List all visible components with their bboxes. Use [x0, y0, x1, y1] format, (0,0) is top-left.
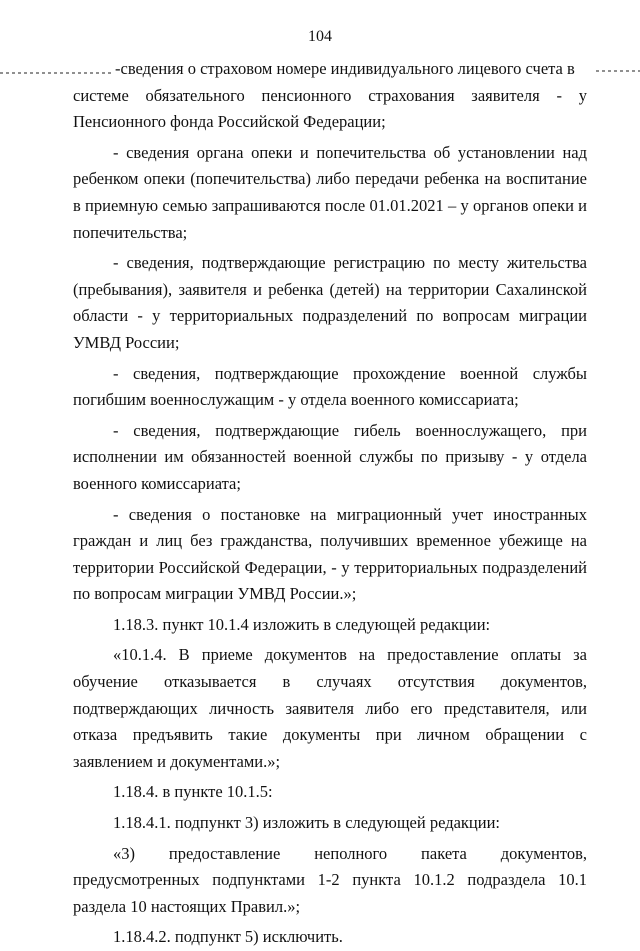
paragraph-military-service: - сведения, подтверждающие прохождение военной службы погибшим военнослужащим - у отдела военного комиссариата; [73, 363, 587, 410]
paragraph-snils: -сведения о страховом номере индивидуального лицевого счета в [115, 59, 575, 78]
paragraph-guardianship: - сведения органа опеки и попечительства об установлении над ребенком опеки (попечительства) либо передачи ребенка на воспитание в приемную семью запрашиваются после 01.01.2021 – у органов опеки и попечительства; [73, 142, 587, 242]
paragraph-migration: - сведения о постановке на миграционный учет иностранных граждан и лиц без гражданства, получивших временное убежище на территории Российской Федерации, - у территориальных подразделений по вопросам миграции УМВД России.»; [73, 504, 587, 604]
paragraph-item-1-18-4-2: 1.18.4.2. подпункт 5) исключить. [113, 927, 343, 947]
document-body [73, 56, 587, 951]
paragraph-snils-continuation: системе обязательного пенсионного страхования заявителя - у Пенсионного фонда Российской Федерации; [73, 85, 587, 132]
paragraph-item-1-18-4-1: 1.18.4.1. подпункт 3) изложить в следующей редакции: [113, 813, 501, 833]
paragraph-serviceman-death: - сведения, подтверждающие гибель военнослужащего, при исполнении им обязанностей военной службы по призыву - у отдела военного комиссариата; [73, 420, 587, 493]
paragraph-clause-10-1-4: «10.1.4. В приеме документов на предоставление оплаты за обучение отказывается в случаях отсутствия документов, подтверждающих личность заявителя либо его представителя, или отказа предъявить такие документы при личном обращении с заявлением и документами.»; [73, 645, 587, 771]
paragraph-item-1-18-4: 1.18.4. в пункте 10.1.5: [113, 782, 273, 802]
paragraph-registration: - сведения, подтверждающие регистрацию по месту жительства (пребывания), заявителя и ребенка (детей) на территории Сахалинской области - у территориальных подразделений по вопросам миграции УМВД России; [73, 253, 587, 352]
page-number: 104 [308, 28, 332, 45]
paragraph-subclause-3: «3) предоставление неполного пакета документов, предусмотренных подпунктами 1-2 пункта 10.1.2 подраздела 10.1 раздела 10 настоящих Правил.»; [73, 843, 587, 916]
paragraph-item-1-18-3: 1.18.3. пункт 10.1.4 изложить в следующей редакции: [113, 614, 491, 634]
scan-artifact-right [596, 70, 640, 72]
